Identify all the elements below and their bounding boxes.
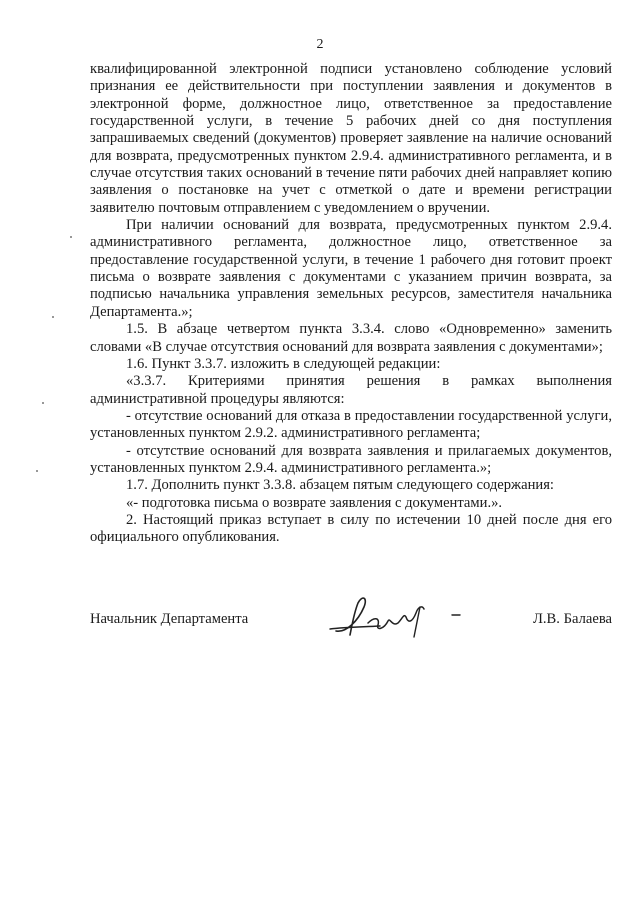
page-number: 2 (316, 37, 324, 52)
paragraph-1-7: 1.7. Дополнить пункт 3.3.8. абзацем пятым следующего содержания: (126, 477, 554, 494)
signature-block (90, 603, 612, 643)
paragraph-continuation: квалифицированной электронной подписи установлено соблюдение условий признания ее действительности при поступлении заявления и документов в электронной форме, должностное лицо, ответственное за предоставление государственной услуги, в течение 5 рабочих дней со дня поступления запрашиваемых сведений (документов) проверяет заявление на наличие оснований для возврата, предусмотренных пунктом 2.9.4. административного регламента, и в случае отсутствия таких оснований в течение пяти рабочих дней направляет копию заявления о постановке на учет с отметкой о дате и времени регистрации заявителю почтовым отправлением с уведомлением о вручении. (90, 61, 612, 216)
paragraph-criterion-1: - отсутствие оснований для отказа в предоставлении государственной услуги, установленных пунктом 2.9.2. административного регламента; (90, 407, 612, 442)
signatory-position: Начальник Департамента (90, 611, 249, 627)
handwritten-signature (328, 593, 468, 643)
paragraph-criterion-2: - отсутствие оснований для возврата заявления и прилагаемых документов, установленных пунктом 2.9.4. административного регламента.»; (90, 442, 612, 476)
paragraph-return-grounds: При наличии оснований для возврата, предусмотренных пунктом 2.9.4. административного регламента, должностное лицо, ответственное за предоставление государственной услуги, в течение 1 рабочего дня готовит проект письма о возврате заявления с документами с указанием причин возврата, за подписью начальника управления земельных ресурсов, заместителя начальника Департамента.»; (90, 217, 612, 320)
paragraph-effective-date: 2. Настоящий приказ вступает в силу по истечении 10 дней после дня его официального опубликования. (90, 511, 612, 546)
paragraph-1-5: 1.5. В абзаце четвертом пункта 3.3.4. слово «Одновременно» заменить словами «В случае отсутствия оснований для возврата заявления с документами»; (90, 321, 612, 355)
paragraph-3-3-7: «3.3.7. Критериями принятия решения в рамках выполнения административной процедуры являются: (90, 373, 612, 407)
paragraph-1-6: 1.6. Пункт 3.3.7. изложить в следующей редакции: (126, 355, 441, 372)
paragraph-new-clause: «- подготовка письма о возврате заявления с документами.». (126, 494, 503, 511)
signatory-name: Л.В. Балаева (533, 611, 612, 627)
document-body (90, 61, 612, 547)
